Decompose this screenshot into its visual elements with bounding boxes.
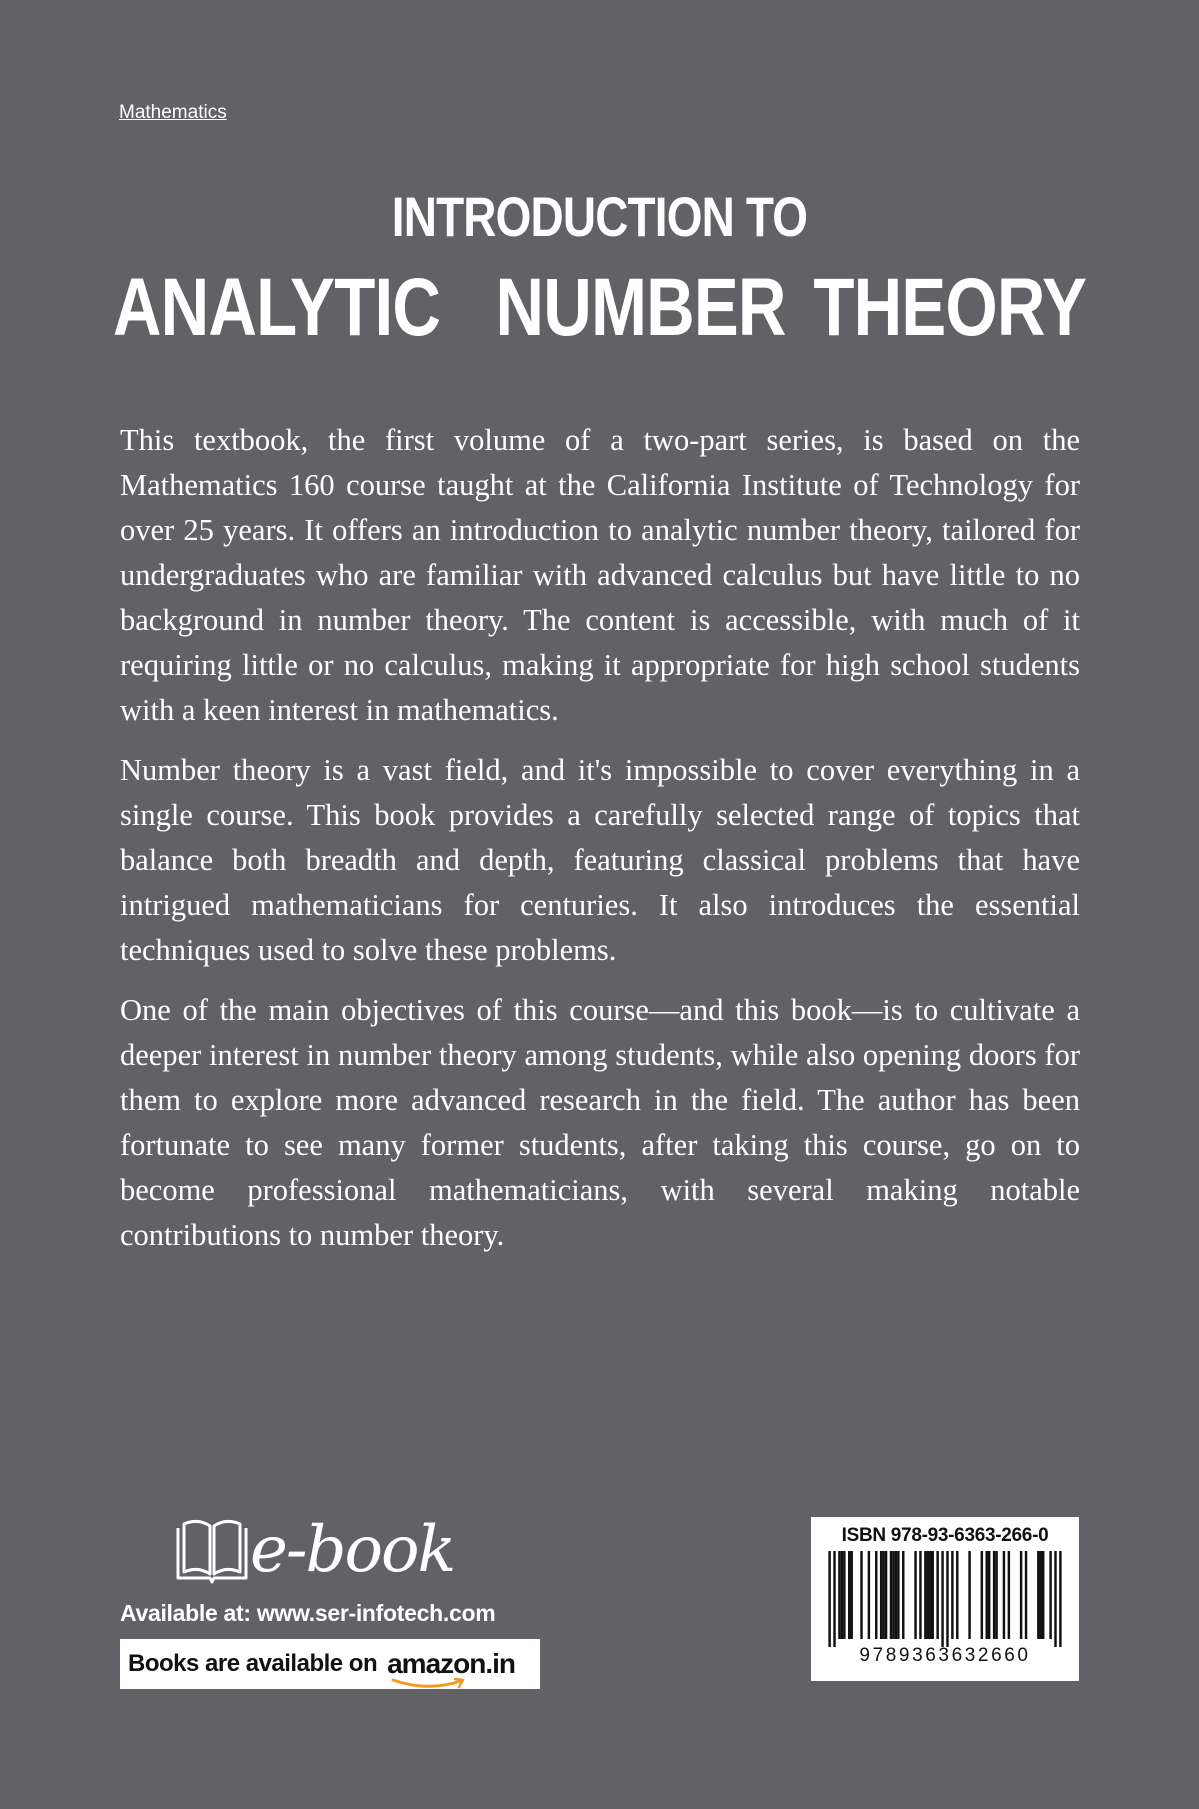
isbn-label: ISBN 978-93-6363-266-0	[841, 1525, 1049, 1546]
barcode-bar	[919, 1551, 921, 1639]
book-description	[120, 418, 1080, 1273]
book-title	[0, 180, 1199, 358]
description-paragraph-1: This textbook, the first volume of a two-part series, is based on the Mathematics 160 course taught at the California Institute of Technology for over 25 years. It offers an introduction to analytic number theory, tailored for undergraduates who are familiar with advanced calculus but have little to no background in number theory. The content is accessible, with much of it requiring little or no calculus, making it appropriate for high school students with a keen interest in mathematics.	[120, 423, 1080, 727]
barcode-bar	[1003, 1551, 1005, 1639]
barcode-bar	[1042, 1551, 1044, 1639]
barcode-bar	[968, 1551, 970, 1639]
barcode-bar	[895, 1551, 897, 1639]
description-paragraph-2: Number theory is a vast field, and it's impossible to cover everything in a single course. This book provides a carefully selected range of topics that balance both breadth and depth, featuring classical problems that have intrigued mathematicians for centuries. It also introduces the essential techniques used to solve these problems.	[120, 753, 1080, 967]
barcode-bar	[1059, 1551, 1061, 1647]
amazon-prefix-text: Books are available on	[128, 1650, 378, 1677]
barcode-bar	[885, 1551, 887, 1639]
barcode-digits: 9789363632660	[859, 1645, 1031, 1666]
amazon-smile-icon	[391, 1678, 471, 1690]
barcode-bar	[993, 1551, 995, 1639]
available-at-text: Available at: www.ser-infotech.com	[120, 1600, 496, 1626]
barcode-bar	[1008, 1551, 1010, 1639]
barcode-bar	[932, 1551, 934, 1639]
barcode-bar	[1025, 1551, 1027, 1639]
barcode-bars	[821, 1551, 1069, 1647]
barcode-bar	[929, 1551, 931, 1639]
barcode-bar	[848, 1551, 850, 1639]
barcode-bar	[890, 1551, 892, 1639]
barcode-bar	[892, 1551, 894, 1639]
title-line-2: ANALYTIC NUMBER THEORY	[112, 262, 1087, 353]
barcode-bar	[1037, 1551, 1039, 1639]
barcode-bar	[833, 1551, 835, 1647]
description-paragraph-3: One of the main objectives of this course—and this book—is to cultivate a deeper interest in number theory among students, while also opening doors for them to explore more advanced research in the field. The author has been fortunate to see many former students, after taking this course, go on to become professional mathematicians, with several making notable contributions to number theory.	[120, 993, 1080, 1252]
barcode-bar	[841, 1551, 843, 1639]
barcode-bar	[868, 1551, 870, 1639]
barcode-bar	[924, 1551, 926, 1639]
ebook-logo-text: e-book	[250, 1513, 455, 1587]
barcode-bar	[995, 1551, 997, 1639]
barcode-bar	[880, 1551, 882, 1639]
barcode-bar	[946, 1551, 948, 1647]
barcode-bar	[875, 1551, 877, 1639]
barcode-bar	[828, 1551, 830, 1647]
title-line-1: INTRODUCTION TO	[391, 185, 808, 248]
amazon-availability-badge	[120, 1639, 540, 1689]
barcode-bar	[838, 1551, 840, 1639]
barcode-bar	[902, 1551, 904, 1639]
isbn-barcode	[811, 1517, 1079, 1681]
category-label: Mathematics	[119, 102, 227, 123]
amazon-logo-text: amazon.in	[387, 1648, 516, 1679]
barcode-bar	[882, 1551, 884, 1639]
publisher-info	[120, 1510, 550, 1689]
barcode-bar	[1049, 1551, 1051, 1639]
barcode-bar	[927, 1551, 929, 1639]
amazon-logo	[387, 1648, 515, 1680]
barcode-bar	[981, 1551, 983, 1639]
barcode-bar	[936, 1551, 938, 1639]
barcode-bar	[850, 1551, 852, 1639]
open-book-icon	[172, 1516, 252, 1586]
barcode-bar	[988, 1551, 990, 1639]
ebook-logo	[172, 1510, 502, 1594]
barcode-bar	[1020, 1551, 1022, 1639]
barcode-bar	[860, 1551, 862, 1639]
barcode-bar	[941, 1551, 943, 1647]
barcode-bar	[1040, 1551, 1042, 1639]
barcode-bar	[897, 1551, 899, 1639]
barcode-bar	[1054, 1551, 1056, 1647]
barcode-bar	[914, 1551, 916, 1639]
barcode-bar	[986, 1551, 988, 1639]
barcode-bar	[956, 1551, 958, 1639]
barcode-bar	[843, 1551, 845, 1639]
barcode-bar	[951, 1551, 953, 1639]
